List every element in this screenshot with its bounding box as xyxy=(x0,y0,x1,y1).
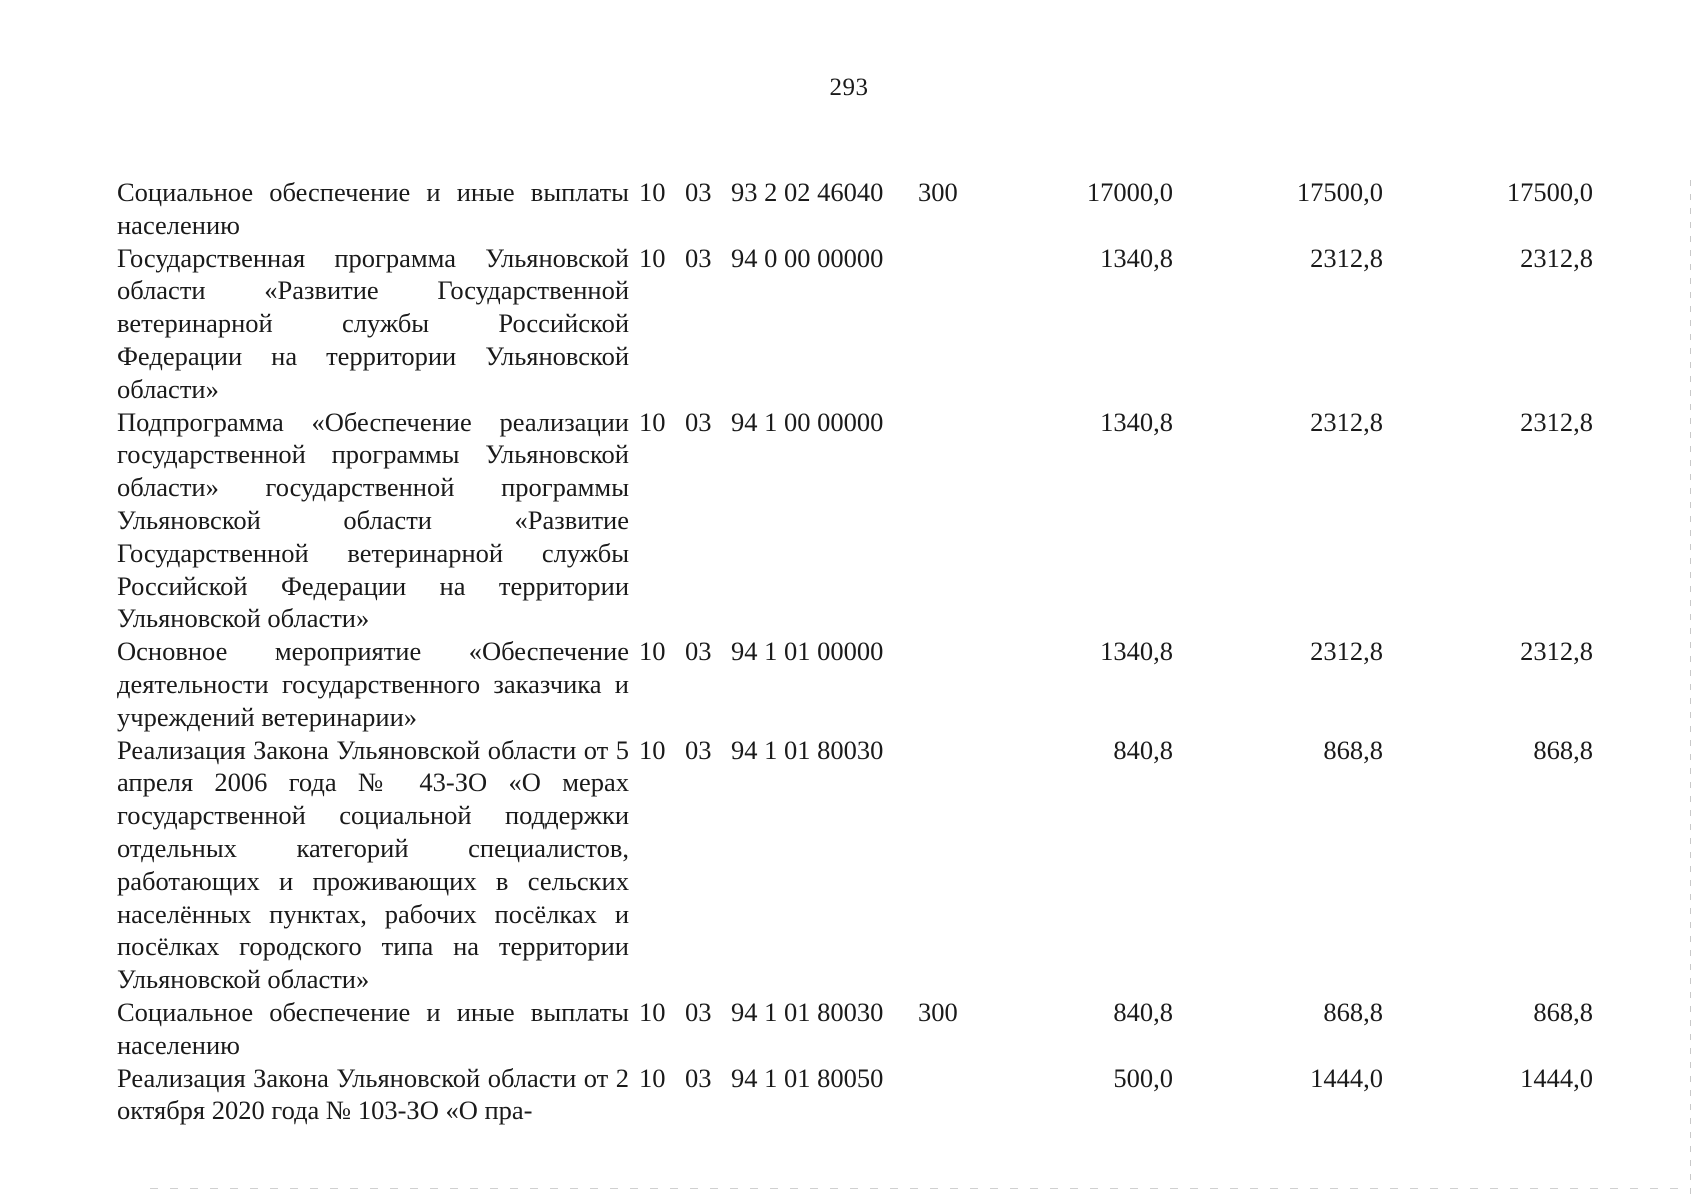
scan-edge-right xyxy=(1690,180,1691,1200)
row-section: 10 xyxy=(639,734,666,765)
row-subsection: 03 xyxy=(685,734,712,765)
row-section: 10 xyxy=(639,996,666,1027)
scan-edge-bottom xyxy=(150,1188,1690,1189)
row-amount-year1: 1340,8 xyxy=(1100,406,1173,437)
row-section: 10 xyxy=(639,406,666,437)
row-target-code: 93 2 02 46040 xyxy=(731,177,884,207)
row-subsection: 03 xyxy=(685,996,712,1027)
row-name: Социальное обеспечение и иные выплаты населению xyxy=(117,177,629,240)
table-row xyxy=(117,996,1593,1062)
row-amount-year2: 2312,8 xyxy=(1310,242,1383,273)
row-amount-year1: 17000,0 xyxy=(1086,177,1173,207)
row-amount-year3: 1444,0 xyxy=(1520,1062,1593,1093)
row-subsection: 03 xyxy=(685,242,712,273)
row-amount-year2: 2312,8 xyxy=(1310,636,1383,667)
budget-table xyxy=(117,176,1593,1127)
row-amount-year1: 1340,8 xyxy=(1100,242,1173,273)
row-name: Реализация Закона Ульяновской области от 2 октября 2020 года № 103-ЗО «О пра- xyxy=(117,1062,629,1126)
row-amount-year3: 868,8 xyxy=(1533,996,1593,1027)
row-subsection: 03 xyxy=(685,1062,712,1093)
row-amount-year3: 868,8 xyxy=(1533,734,1593,765)
row-section: 10 xyxy=(639,242,666,273)
row-target-code: 94 1 01 80050 xyxy=(731,1062,884,1093)
row-expense-type: 300 xyxy=(918,177,958,207)
table-row xyxy=(117,242,1593,406)
row-subsection: 03 xyxy=(685,406,712,437)
row-name: Реализация Закона Ульяновской области от 5 апреля 2006 года № 43-ЗО «О мерах государственной социальной поддержки отдельных категорий специалистов, работающих и проживающих в сельских населённых пунктах, рабочих посёлках и посёлках городского типа на территории Ульяновской области» xyxy=(117,734,629,995)
table-row xyxy=(117,176,1593,242)
row-name: Социальное обеспечение и иные выплаты населению xyxy=(117,996,629,1060)
row-name: Подпрограмма «Обеспечение реализации государственной программы Ульяновской области» государственной программы Ульяновской области «Развитие Государственной ветеринарной службы Российской Федерации на территории Ульяновской области» xyxy=(117,406,629,634)
row-amount-year2: 1444,0 xyxy=(1310,1062,1383,1093)
row-section: 10 xyxy=(639,636,666,667)
row-amount-year2: 868,8 xyxy=(1323,996,1383,1027)
row-amount-year3: 17500,0 xyxy=(1506,177,1593,207)
row-subsection: 03 xyxy=(685,636,712,667)
row-amount-year2: 17500,0 xyxy=(1296,177,1383,207)
row-expense-type xyxy=(918,406,998,636)
row-amount-year1: 840,8 xyxy=(1113,996,1173,1027)
row-amount-year2: 2312,8 xyxy=(1310,406,1383,437)
row-amount-year1: 840,8 xyxy=(1113,734,1173,765)
row-amount-year3: 2312,8 xyxy=(1520,406,1593,437)
page-number: 293 xyxy=(829,74,869,101)
row-expense-type xyxy=(918,635,998,733)
row-section: 10 xyxy=(639,177,666,207)
row-target-code: 94 0 00 00000 xyxy=(731,242,884,273)
row-expense-type xyxy=(918,242,998,406)
row-expense-type xyxy=(918,734,998,996)
row-amount-year1: 500,0 xyxy=(1113,1062,1173,1093)
row-expense-type: 300 xyxy=(918,996,958,1027)
row-section: 10 xyxy=(639,1062,666,1093)
table-row xyxy=(117,734,1593,996)
row-target-code: 94 1 01 80030 xyxy=(731,734,884,765)
row-target-code: 94 1 01 80030 xyxy=(731,996,884,1027)
row-target-code: 94 1 01 00000 xyxy=(731,636,884,667)
row-amount-year3: 2312,8 xyxy=(1520,636,1593,667)
row-name: Государственная программа Ульяновской области «Развитие Государственной ветеринарной службы Российской Федерации на территории Ульяновской области» xyxy=(117,242,629,404)
row-target-code: 94 1 00 00000 xyxy=(731,406,884,437)
row-subsection: 03 xyxy=(685,177,712,207)
table-row xyxy=(117,635,1593,733)
row-expense-type xyxy=(918,1062,998,1128)
row-amount-year1: 1340,8 xyxy=(1100,636,1173,667)
table-row xyxy=(117,406,1593,636)
row-amount-year3: 2312,8 xyxy=(1520,242,1593,273)
row-name: Основное мероприятие «Обеспечение деятельности государственного заказчика и учреждений ветеринарии» xyxy=(117,636,629,732)
table-row xyxy=(117,1062,1593,1128)
row-amount-year2: 868,8 xyxy=(1323,734,1383,765)
